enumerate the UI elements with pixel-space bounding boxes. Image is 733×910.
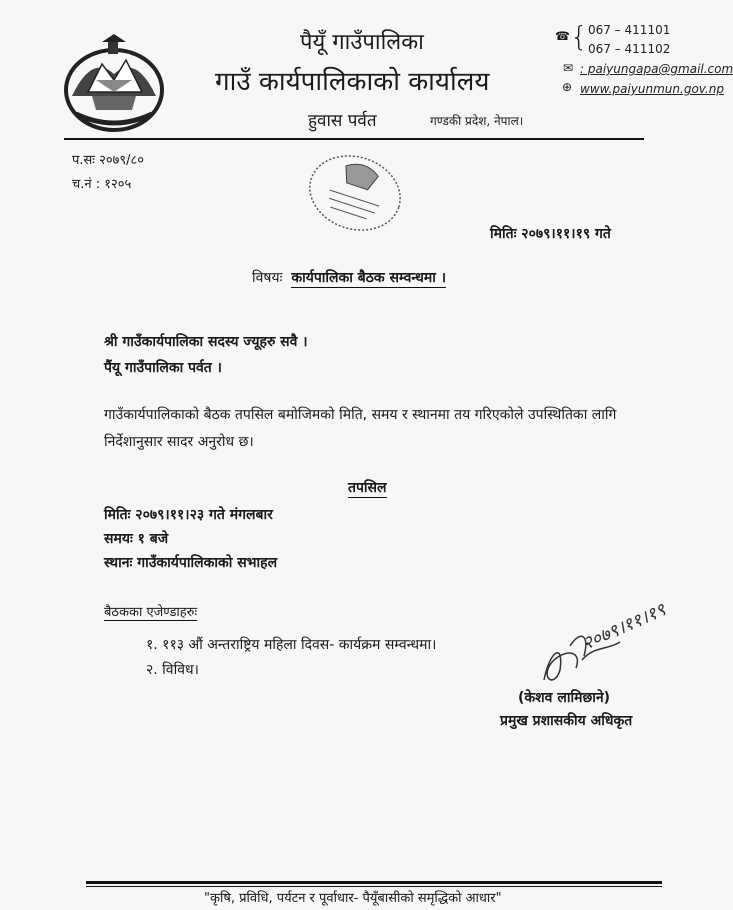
- signatory-name: (केशव लामिछाने): [518, 690, 611, 706]
- agenda-heading: बैठकका एजेण्डाहरुः: [104, 602, 197, 621]
- office-name: गाउँ कार्यपालिकाको कार्यालय: [215, 67, 490, 97]
- letter-reference-number: प.सः २०७९/८०: [72, 153, 145, 168]
- subject-label: विषयः: [252, 270, 283, 286]
- header-divider: [64, 138, 644, 140]
- dispatch-number: च.नं : १२०५: [72, 177, 132, 192]
- mail-icon: ✉: [563, 61, 574, 75]
- letter-date: मितिः २०७९।११।१९ गते: [490, 226, 611, 242]
- nepal-emblem: [62, 34, 166, 134]
- subject-line: [252, 268, 446, 287]
- signature-date: २०७९।११।१९: [579, 599, 669, 655]
- office-stamp: [302, 150, 408, 236]
- globe-icon: ⊕: [562, 80, 573, 94]
- subject-text: कार्यपालिका बैठक सम्वन्धमा ।: [291, 270, 447, 286]
- footer-motto: "कृषि, प्रविधि, पर्यटन र पूर्वाधार- पैयूँबासीको समृद्धिको आधार": [204, 891, 502, 906]
- agenda-item-1: १. ११३ औं अन्तराष्ट्रिय महिला दिवस- कार्यक्रम सम्वन्धमा।: [146, 637, 437, 653]
- meeting-date: मितिः २०७९।११।२३ गते मंगलबार: [104, 507, 273, 523]
- phone-icon: ☎: [555, 29, 570, 43]
- footer-divider-thin: [86, 886, 662, 887]
- details-heading: तपसिल: [348, 480, 387, 496]
- municipality-name: पैयूँ गाउँपालिका: [300, 30, 424, 55]
- addressee-line-2: पैंयू गाउँपालिका पर्वत ।: [104, 360, 222, 376]
- agenda-item-2: २. विविध।: [146, 662, 199, 678]
- meeting-place: स्थानः गाउँकार्यपालिकाको सभाहल: [104, 555, 278, 571]
- province-address: गण्डकी प्रदेश, नेपाल।: [430, 114, 524, 128]
- office-location: हुवास पर्वत: [308, 111, 377, 131]
- website-link[interactable]: www.paiyunmun.gov.np: [580, 82, 724, 96]
- email-address[interactable]: : paiyungapa@gmail.com: [580, 62, 733, 76]
- phone-brace: {: [570, 20, 588, 53]
- phone-number-1: 067 – 411101: [588, 23, 671, 37]
- body-paragraph: गाउँकार्यपालिकाको बैठक तपसिल बमोजिमको मिति, समय र स्थानमा तय गरिएकोले उपस्थितिका लागि निर्देशानुसार सादर अनुरोध छ।: [104, 407, 617, 450]
- phone-number-2: 067 – 411102: [588, 42, 671, 56]
- addressee-line-1: श्री गाउँकार्यपालिका सदस्य ज्यूहरु सवै ।: [104, 334, 308, 350]
- signatory-title: प्रमुख प्रशासकीय अधिकृत: [500, 713, 633, 729]
- handwritten-signature: [524, 590, 694, 700]
- meeting-time: समयः १ बजे: [104, 531, 169, 547]
- footer-divider: [86, 881, 662, 884]
